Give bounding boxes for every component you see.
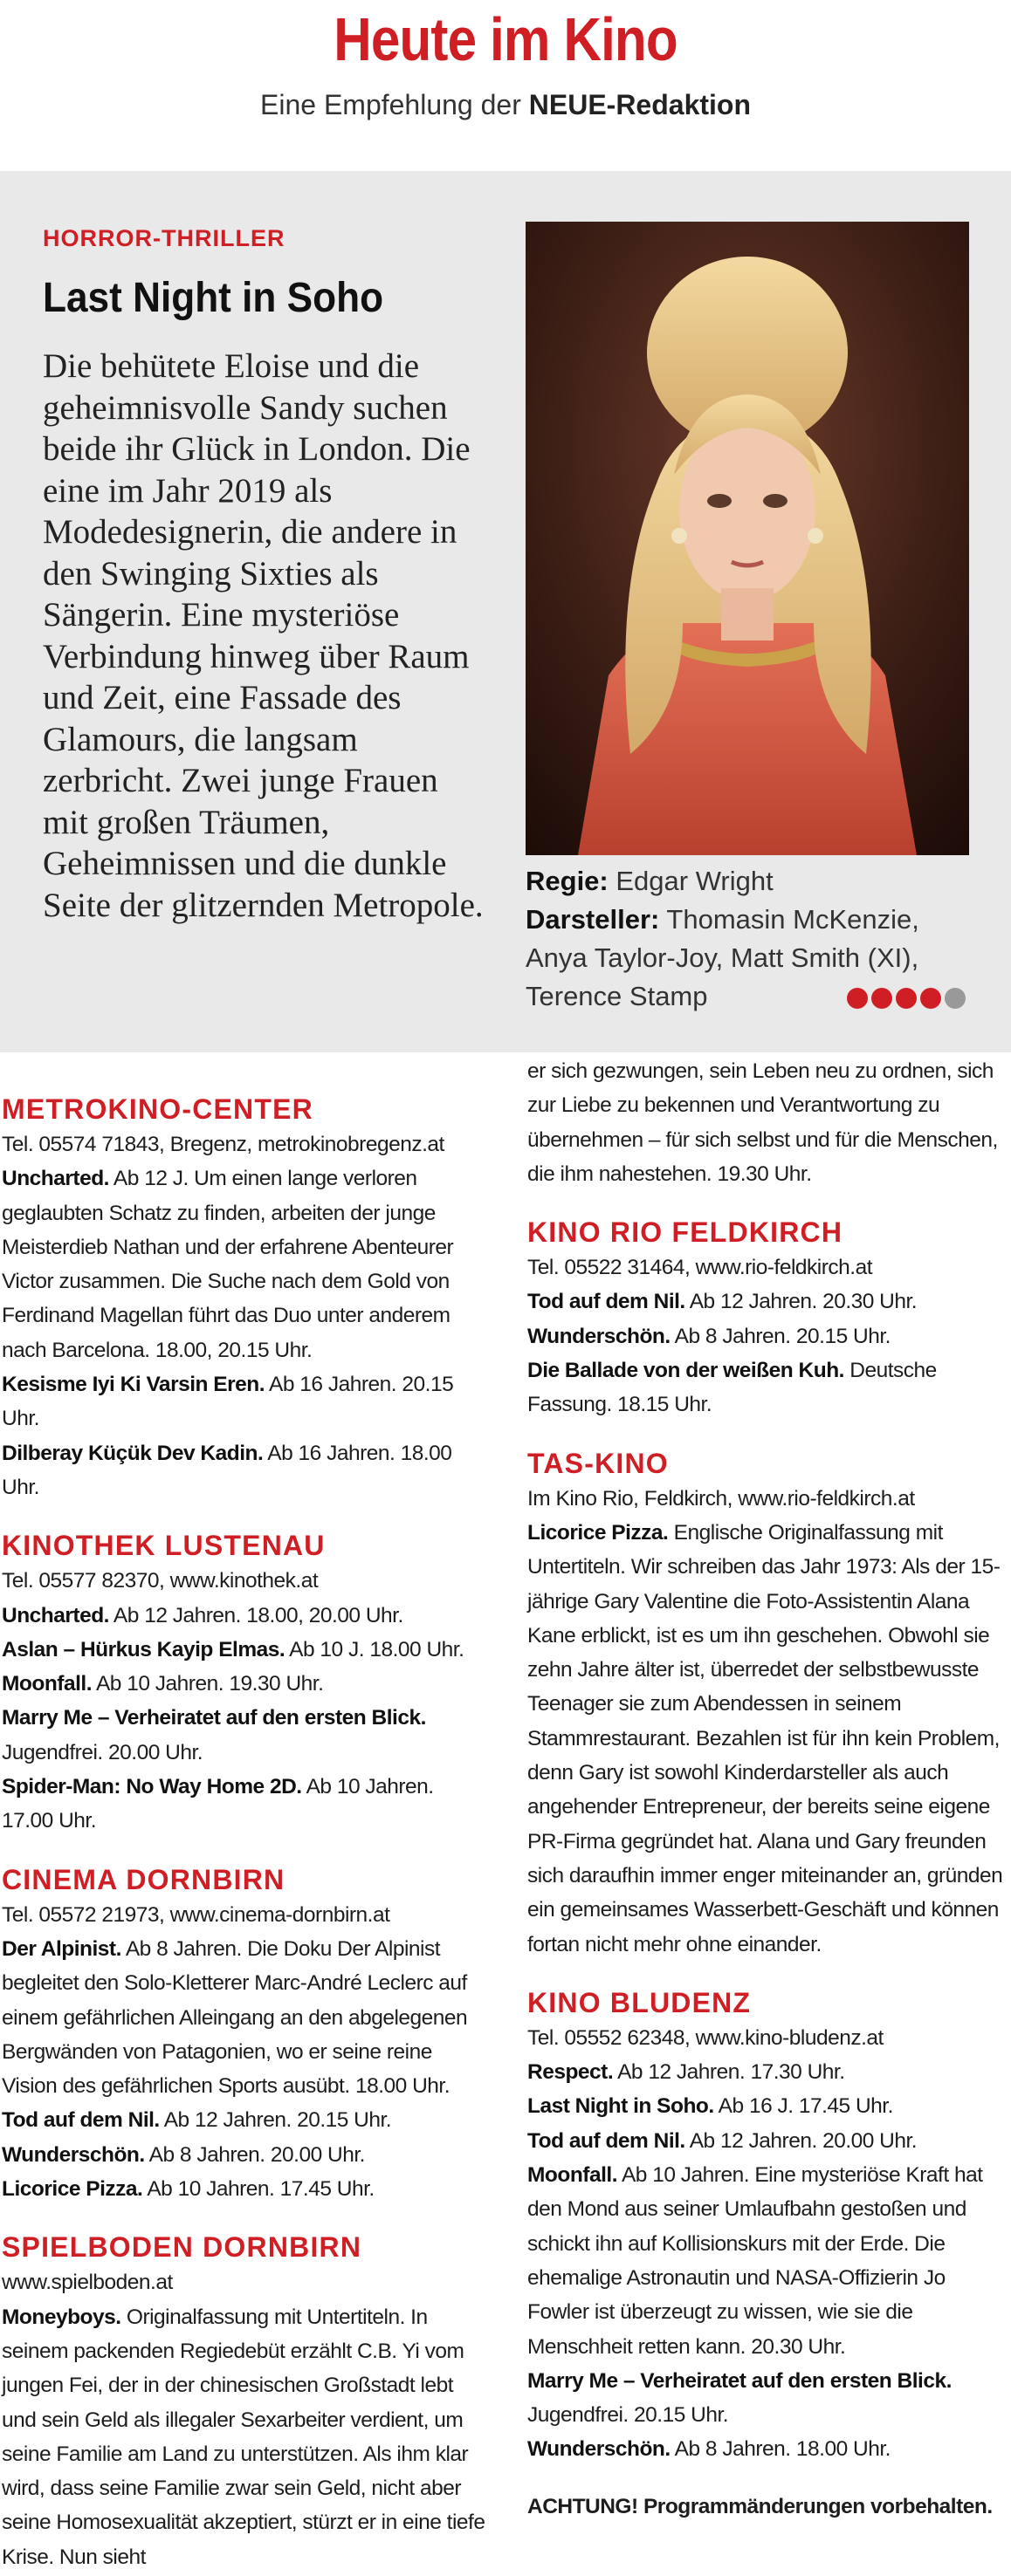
film-still-illustration — [526, 222, 969, 855]
director-name: Edgar Wright — [616, 866, 774, 896]
cinema-contact: www.spielboden.at — [2, 2271, 173, 2295]
film-details: Englische Originalfassung mit Untertiteln. Wir schreiben das Jahr 1973: Als der 15-jährige Gary Valentine die Foto-Assistentin Alana Kane erblickt, ist es um ihn geschehen. Obwohl sie zehn Jahre älter ist, überredet der selbstbewusste Teenager sie zum Abendessen in seinem Stammrestaurant. Bezahlen ist für ihn kein Problem, denn Gary ist sowohl Kinderdarsteller als auch angehender Entrepreneur, der bereits seine eigene PR-Firma gegründet hat. Alana und Gary freunden sich daraufhin immer enger miteinander an, gründen ein gemeinsames Wasserbett-Geschäft und können fortan nicht mehr ohne einander. — [527, 1520, 1003, 1956]
film-entry — [527, 2432, 1009, 2466]
cinema-contact: Tel. 05552 62348, www.kino-bludenz.at — [527, 2025, 884, 2050]
listings-left-column — [2, 1091, 487, 2574]
film-entry — [2, 1633, 487, 1667]
cinema-name: KINO BLUDENZ — [527, 1986, 752, 2018]
film-details: Jugendfrei. 20.00 Uhr. — [2, 1740, 203, 1764]
rating-dot-empty — [945, 988, 966, 1009]
featured-film — [0, 171, 1011, 1052]
film-title: Tod auf dem Nil. — [2, 2108, 160, 2133]
film-title: Tod auf dem Nil. — [527, 2128, 685, 2153]
film-entry — [527, 2089, 1009, 2123]
cast-label: Darsteller: — [526, 904, 660, 935]
film-entry — [2, 1599, 487, 1633]
film-entry — [527, 2158, 1009, 2364]
section-spacer — [527, 1422, 1009, 1445]
director-line — [526, 862, 980, 901]
right-cinemas — [527, 1191, 1009, 2490]
film-title: Respect. — [527, 2060, 614, 2085]
program-notice: ACHTUNG! Programmänderungen vorbehalten. — [527, 2494, 993, 2518]
film-details: Originalfassung mit Untertiteln. In seinem packenden Regiedebüt erzählt C.B. Yi vom jungen Fei, der in der chinesischen Großstadt lebt und sein Geld als illegaler Sexarbeiter verdient, um seine Familie am Land zu unterstützen. Als ihm klar wird, dass seine Familie zwar sein Geld, nicht aber seine Homosexualität akzeptiert, stürzt er in eine tiefe Krise. Nun sieht — [2, 2305, 485, 2569]
cinema-name: TAS-KINO — [527, 1447, 669, 1479]
cinema-name: METROKINO-CENTER — [2, 1093, 313, 1125]
film-title: Moneyboys. — [2, 2305, 121, 2329]
film-details: Ab 12 Jahren. 20.15 Uhr. — [159, 2108, 392, 2133]
film-title: Spider-Man: No Way Home 2D. — [2, 1775, 302, 1799]
film-details: Ab 12 Jahren. 20.30 Uhr. — [684, 1290, 918, 1314]
feature-title: Last Night in Soho — [43, 275, 384, 321]
film-details: Ab 12 Jahren. 17.30 Uhr. — [613, 2060, 845, 2085]
section-spacer — [527, 2467, 1009, 2490]
section-spacer — [2, 1504, 487, 1527]
section-spacer — [2, 1839, 487, 1861]
film-details: Ab 10 Jahren. 19.30 Uhr. — [92, 1672, 324, 1696]
cinema-name: CINEMA DORNBIRN — [2, 1863, 285, 1895]
film-title: Uncharted. — [2, 1167, 109, 1191]
cinema-listings — [0, 1052, 1011, 2576]
subtitle-brand: NEUE-Redaktion — [528, 89, 751, 120]
film-still-photo — [526, 222, 969, 855]
film-details: Ab 16 Jahren. 20.15 Uhr. — [2, 1373, 454, 1431]
section-spacer — [2, 2206, 487, 2229]
film-details: Ab 16 J. 17.45 Uhr. — [713, 2094, 893, 2119]
film-details: Ab 8 Jahren. 18.00 Uhr. — [670, 2437, 891, 2462]
listings-right-column — [527, 1054, 1009, 2524]
film-details: Ab 12 J. Um einen lange verloren geglaubten Schatz zu finden, arbeiten der junge Meisterdieb Nathan und der erfahrene Abenteurer Victor zusammen. Die Suche nach dem Gold von Ferdinand Magellan führt das Duo unter anderem nach Barcelona. 18.00, 20.15 Uhr. — [2, 1167, 454, 1362]
page-subtitle — [0, 89, 1011, 121]
subtitle-prefix: Eine Empfehlung der — [260, 89, 529, 120]
film-details: Ab 12 Jahren. 20.00 Uhr. — [684, 2128, 918, 2153]
rating-dots — [847, 988, 969, 1011]
director-label: Regie: — [526, 866, 609, 896]
cinema-contact: Tel. 05574 71843, Bregenz, metrokinobregenz.at — [2, 1133, 444, 1156]
film-title: Dilberay Küçük Dev Kadin. — [2, 1441, 264, 1465]
film-entry — [2, 1701, 487, 1770]
film-entry — [527, 1353, 1009, 1422]
masthead — [0, 0, 1011, 171]
film-entry — [2, 1161, 487, 1367]
film-entry — [2, 2172, 487, 2206]
film-title: Moonfall. — [2, 1672, 93, 1696]
film-title: Die Ballade von der weißen Kuh. — [527, 1359, 844, 1383]
film-entry — [2, 1367, 487, 1436]
film-details: Ab 12 Jahren. 18.00, 20.00 Uhr. — [108, 1603, 403, 1627]
cinema-name: SPIELBODEN DORNBIRN — [2, 2231, 362, 2264]
film-title: Kesisme Iyi Ki Varsin Eren. — [2, 1373, 265, 1397]
cinema-contact: Im Kino Rio, Feldkirch, www.rio-feldkirch.at — [527, 1486, 915, 1511]
film-details: Ab 10 Jahren. 17.45 Uhr. — [142, 2177, 375, 2202]
film-entry — [527, 1319, 1009, 1353]
cinema-name: KINO RIO FELDKIRCH — [527, 1216, 843, 1249]
cinema-name: KINOTHEK LUSTENAU — [2, 1530, 326, 1562]
rating-dot-filled — [920, 988, 941, 1009]
film-title: Marry Me – Verheiratet auf den ersten Blick. — [527, 2368, 952, 2393]
film-entry — [527, 2124, 1009, 2158]
section-spacer — [527, 1191, 1009, 1214]
cinema-contact: Tel. 05522 31464, www.rio-feldkirch.at — [527, 1256, 872, 1280]
section-spacer — [527, 1962, 1009, 1984]
film-entry — [2, 1932, 487, 2103]
film-title: Moonfall. — [527, 2163, 618, 2188]
feature-genre: HORROR-THRILLER — [43, 225, 285, 251]
film-title: Wunderschön. — [2, 2142, 145, 2167]
film-title: Wunderschön. — [527, 1324, 671, 1348]
cinema-contact: Tel. 05572 21973, www.cinema-dornbirn.at — [2, 1902, 390, 1927]
film-title: Tod auf dem Nil. — [527, 1290, 685, 1314]
film-entry — [527, 2055, 1009, 2089]
film-entry — [2, 1667, 487, 1701]
film-details: Ab 16 Jahren. 18.00 Uhr. — [2, 1441, 452, 1499]
film-details: Jugendfrei. 20.15 Uhr. — [527, 2403, 729, 2428]
rating-dot-filled — [871, 988, 892, 1009]
film-entry — [527, 2364, 1009, 2433]
film-details: Deutsche Fassung. 18.15 Uhr. — [527, 1359, 937, 1417]
page-title: Heute im Kino — [334, 5, 677, 73]
rating-dot-filled — [896, 988, 917, 1009]
film-title: Der Alpinist. — [2, 1936, 121, 1961]
film-entry — [2, 2103, 487, 2137]
film-entry — [527, 1285, 1009, 1319]
film-details: Ab 10 Jahren. Eine mysteriöse Kraft hat den Mond aus seiner Umlaufbahn gestoßen und schickt ihn auf Kollisionskurs mit der Erde. Die ehemalige Astronautin und NASA-Offizierin Jo Fowler ist überzeugt zu wissen, wie sie die Menschheit retten kann. 20.30 Uhr. — [527, 2163, 983, 2359]
film-title: Marry Me – Verheiratet auf den ersten Blick. — [2, 1706, 426, 1730]
cast-names: Thomasin McKenzie, Anya Taylor-Joy, Matt Smith (XI), Terence Stamp — [526, 904, 919, 1011]
film-entry — [2, 2300, 487, 2574]
film-details: Ab 10 Jahren. 17.00 Uhr. — [2, 1775, 434, 1833]
film-details: Ab 8 Jahren. 20.15 Uhr. — [670, 1324, 891, 1348]
film-entry — [2, 2138, 487, 2172]
film-details: Ab 8 Jahren. 20.00 Uhr. — [144, 2142, 365, 2167]
film-title: Last Night in Soho. — [527, 2094, 714, 2119]
feature-description: Die behütete Eloise und die geheimnisvolle Sandy suchen beide ihr Glück in London. Die eine im Jahr 2019 als Modedesignerin, die andere in den Swinging Sixties als Sängerin. Eine mysteriöse Verbindung hinweg über Raum und Zeit, eine Fassade des Glamours, die langsam zerbricht. Zwei junge Frauen mit großen Träumen, Geheimnissen und die dunkle Seite der glitzernden Metropole. — [43, 347, 484, 924]
cinema-contact: Tel. 05577 82370, www.kinothek.at — [2, 1569, 319, 1593]
film-entry — [2, 1436, 487, 1505]
film-title: Wunderschön. — [527, 2437, 671, 2462]
film-entry — [2, 1770, 487, 1839]
film-title: Aslan – Hürkus Kayip Elmas. — [2, 1637, 285, 1661]
film-entry — [527, 1516, 1009, 1962]
film-details: Ab 8 Jahren. Die Doku Der Alpinist begleitet den Solo-Kletterer Marc-André Leclerc auf einem gefährlichen Alleingang an den abgelegenen Bergwänden von Patagonien, wo er seine reine Vision des gefährlichen Sports ausübt. 18.00 Uhr. — [2, 1936, 468, 2099]
continuation-text: er sich gezwungen, sein Leben neu zu ordnen, sich zur Liebe zu bekennen und Verantwortung zu übernehmen – für sich selbst und für die Menschen, die ihm nahestehen. 19.30 Uhr. — [527, 1059, 998, 1186]
film-title: Licorice Pizza. — [527, 1520, 669, 1545]
film-details: Ab 10 J. 18.00 Uhr. — [285, 1637, 464, 1661]
film-title: Licorice Pizza. — [2, 2177, 143, 2202]
rating-dot-filled — [847, 988, 868, 1009]
film-title: Uncharted. — [2, 1603, 109, 1627]
